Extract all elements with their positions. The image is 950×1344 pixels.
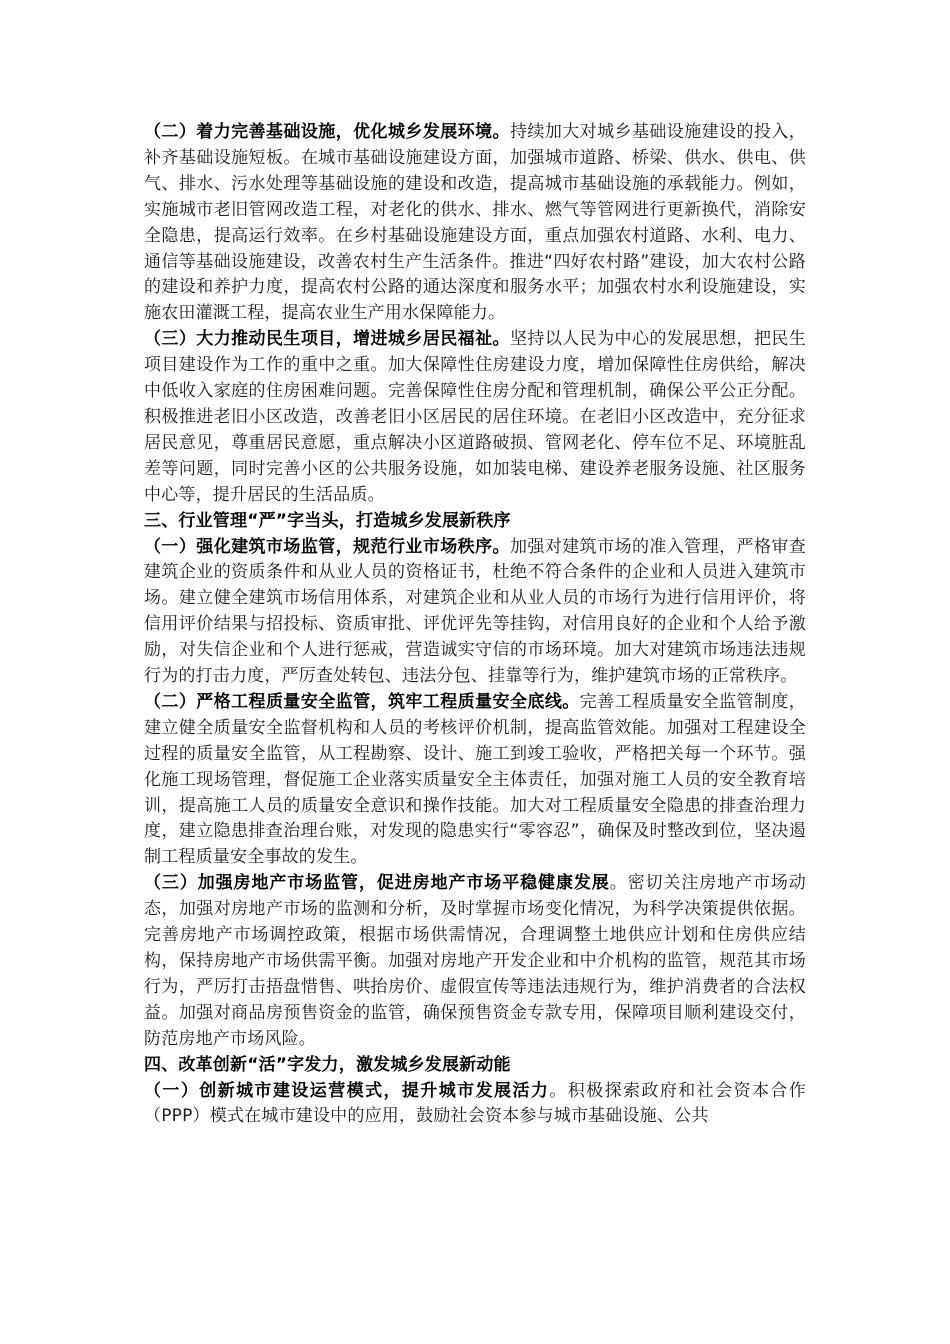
paragraph-lead: （二）严格工程质量安全监管，筑牢工程质量安全底线。 xyxy=(144,691,580,712)
paragraph-body: 。密切关注房地产市场动态，加强对房地产市场的监测和分析，及时掌握市场变化情况，为科学决策提供依据。完善房地产市场调控政策，根据市场供需情况，合理调整土地供应计划和住房供应结构，保持房地产市场供需平衡。加强对房地产开发企业和中介机构的监管，规范其市场行为，严厉打击捂盘惜售、哄抬房价、虚假宣传等违法违规行为，维护消费者的合法权益。加强对商品房预售资金的监管，确保预售资金专款专用，保障项目顺利建设交付，防范房地产市场风险。 xyxy=(144,873,806,1049)
paragraph-construction-market xyxy=(144,535,806,690)
paragraph-body: 。积极探索政府和社会资本合作（PPP）模式在城市建设中的应用，鼓励社会资本参与城市基础设施、公共 xyxy=(144,1080,806,1127)
paragraph-quality-safety xyxy=(144,690,806,871)
paragraph-body: 坚持以人民为中心的发展思想，把民生项目建设作为工作的重中之重。加大保障性住房建设力度，增加保障性住房供给，解决中低收入家庭的住房困难问题。完善保障性住房分配和管理机制，确保公平公正分配。积极推进老旧小区改造，改善老旧小区居民的居住环境。在老旧小区改造中，充分征求居民意见，尊重居民意愿，重点解决小区道路破损、管网老化、停车位不足、环境脏乱差等问题，同时完善小区的公共服务设施，如加装电梯、建设养老服务设施、社区服务中心等，提升居民的生活品质。 xyxy=(144,329,806,505)
paragraph-real-estate xyxy=(144,871,806,1052)
paragraph-lead: （三）加强房地产市场监管，促进房地产市场平稳健康发展 xyxy=(144,873,610,894)
paragraph-infrastructure xyxy=(144,120,806,327)
paragraph-body: 加强对建筑市场的准入管理，严格审查建筑企业的资质条件和从业人员的资格证书，杜绝不符合条件的企业和人员进入建筑市场。建立健全建筑市场信用体系，对建筑企业和从业人员的市场行为进行信用评价，将信用评价结果与招投标、资质审批、评优评先等挂钩，对信用良好的企业和个人给予激励，对失信企业和个人进行惩戒，营造诚实守信的市场环境。加大对建筑市场违法违规行为的打击力度，严厉查处转包、违法分包、挂靠等行为，维护建筑市场的正常秩序。 xyxy=(144,536,806,687)
paragraph-lead: （一）强化建筑市场监管，规范行业市场秩序。 xyxy=(144,536,510,557)
paragraph-lead: （三）大力推动民生项目，增进城乡居民福祉。 xyxy=(144,329,510,350)
paragraph-lead: （一）创新城市建设运营模式，提升城市发展活力 xyxy=(144,1080,550,1101)
paragraph-body: 完善工程质量安全监管制度，建立健全质量安全监督机构和人员的考核评价机制，提高监管效能。加强对工程建设全过程的质量安全监管，从工程勘察、设计、施工到竣工验收，严格把关每一个环节。强化施工现场管理，督促施工企业落实质量安全主体责任，加强对施工人员的安全教育培训，提高施工人员的质量安全意识和操作技能。加大对工程质量安全隐患的排查治理力度，建立隐患排查治理台账，对发现的隐患实行“零容忍”，确保及时整改到位，坚决遏制工程质量安全事故的发生。 xyxy=(144,691,806,868)
paragraph-livelihood xyxy=(144,327,806,508)
paragraph-lead: （二）着力完善基础设施，优化城乡发展环境。 xyxy=(144,122,510,142)
paragraph-city-operation xyxy=(144,1079,806,1131)
paragraph-body: 持续加大对城乡基础设施建设的投入，补齐基础设施短板。在城市基础设施建设方面，加强城市道路、桥梁、供水、供电、供气、排水、污水处理等基础设施的建设和改造，提高城市基础设施的承载能力。例如，实施城市老旧管网改造工程，对老化的供水、排水、燃气等管网进行更新换代，消除安全隐患，提高运行效率。在乡村基础设施建设方面，重点加强农村道路、水利、电力、通信等基础设施建设，改善农村生产生活条件。推进“四好农村路”建设，加大农村公路的建设和养护力度，提高农村公路的通达深度和服务水平；加强农村水利设施建设，实施农田灌溉工程，提高农业生产用水保障能力。 xyxy=(144,122,806,324)
document-page xyxy=(144,120,806,1130)
section-heading-3: 三、行业管理“严”字当头，打造城乡发展新秩序 xyxy=(144,510,511,531)
section-heading-4: 四、改革创新“活”字发力，激发城乡发展新动能 xyxy=(144,1054,511,1075)
